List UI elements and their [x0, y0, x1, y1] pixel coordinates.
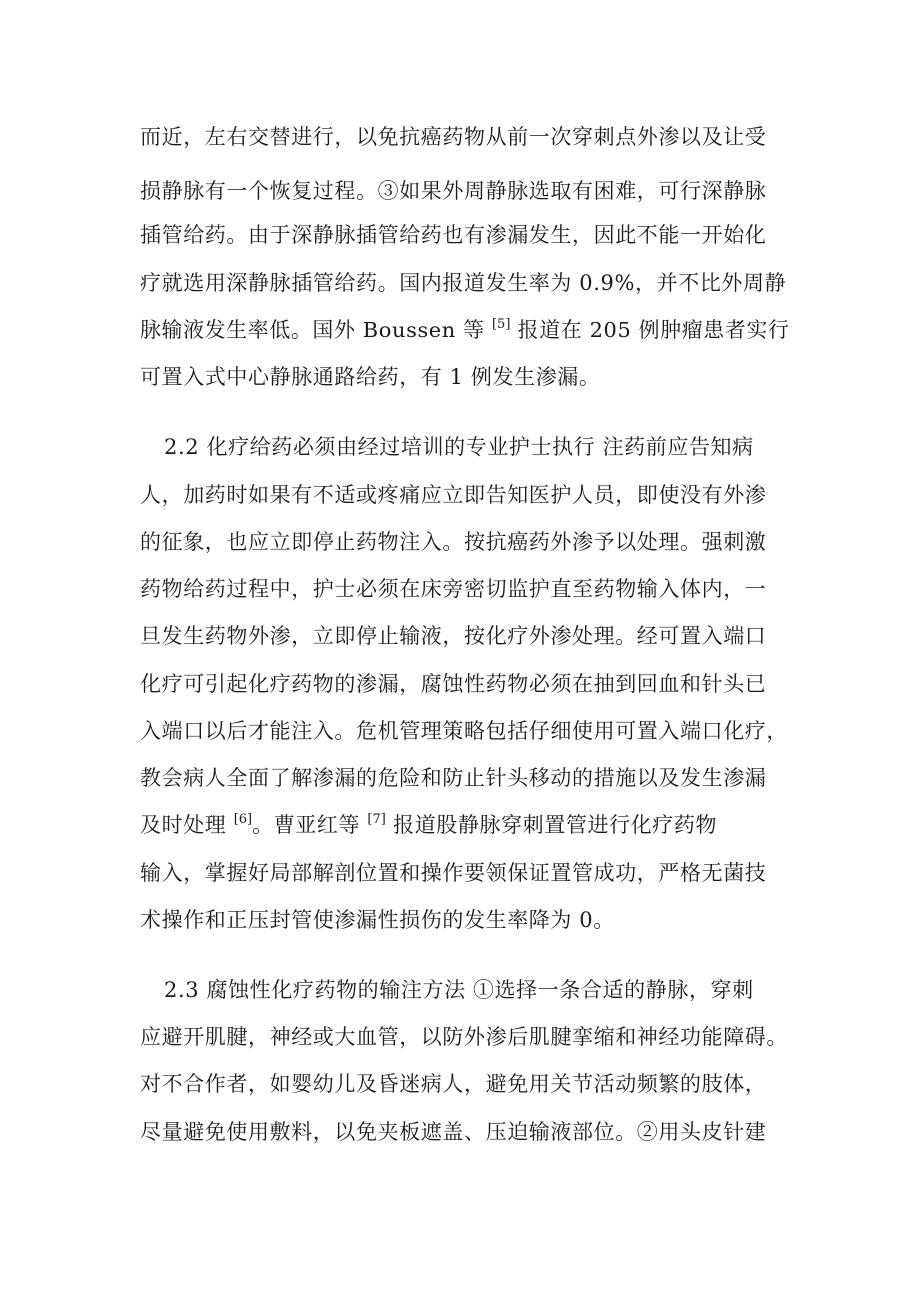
text-line: 教会病人全面了解渗漏的危险和防止针头移动的措施以及发生渗漏	[140, 766, 767, 790]
text-line: 损静脉有一个恢复过程。③如果外周静脉选取有困难，可行深静脉	[140, 179, 767, 203]
line-text: 。曹亚红等	[252, 813, 368, 837]
text-line: 化疗可引起化疗药物的渗漏，腐蚀性药物必须在抽到回血和针头已	[140, 672, 767, 696]
text-line: 旦发生药物外渗，立即停止输液，按化疗外渗处理。经可置入端口	[140, 624, 767, 648]
text-line: 可置入式中心静脉通路给药，有 1 例发生渗漏。	[140, 365, 601, 389]
text-line: 输入，掌握好局部解剖位置和操作要领保证置管成功，严格无菌技	[140, 861, 767, 885]
line-text: 脉输液发生率低。国外 Boussen 等	[140, 318, 492, 342]
text-line: 尽量避免使用敷料，以免夹板遮盖、压迫输液部位。②用头皮针建	[140, 1120, 767, 1144]
citation-ref: [7]	[367, 812, 386, 827]
text-line	[140, 812, 717, 838]
section-heading-line: 2.2 化疗给药必须由经过培训的专业护士执行 注药前应告知病	[164, 435, 754, 459]
line-text: 报道在 205 例肿瘤患者实行	[510, 318, 790, 342]
text-line: 药物给药过程中，护士必须在床旁密切监护直至药物输入体内，一	[140, 577, 767, 601]
text-line	[140, 317, 790, 343]
line-text: 报道股静脉穿刺置管进行化疗药物	[385, 813, 718, 837]
text-line: 应避开肌腱，神经或大血管，以防外渗后肌腱挛缩和神经功能障碍。	[140, 1025, 788, 1049]
text-line: 对不合作者，如婴幼儿及昏迷病人，避免用关节活动频繁的肢体，	[140, 1072, 767, 1096]
citation-ref: [5]	[491, 317, 511, 332]
text-line: 而近，左右交替进行，以免抗癌药物从前一次穿刺点外渗以及让受	[140, 125, 767, 149]
text-line: 入端口以后才能注入。危机管理策略包括仔细使用可置入端口化疗，	[140, 719, 788, 743]
text-line: 插管给药。由于深静脉插管给药也有渗漏发生，因此不能一开始化	[140, 223, 767, 247]
text-line: 的征象，也应立即停止药物注入。按抗癌药外渗予以处理。强刺激	[140, 530, 767, 554]
line-text: 及时处理	[140, 813, 234, 837]
text-line: 术操作和正压封管使渗漏性损伤的发生率降为 0。	[140, 908, 615, 932]
text-line: 人，加药时如果有不适或疼痛应立即告知医护人员，即使没有外渗	[140, 483, 767, 507]
text-line: 疗就选用深静脉插管给药。国内报道发生率为 0.9%，并不比外周静	[140, 271, 787, 295]
section-heading-line: 2.3 腐蚀性化疗药物的输注方法 ①选择一条合适的静脉，穿刺	[164, 978, 754, 1002]
citation-ref: [6]	[233, 812, 253, 827]
